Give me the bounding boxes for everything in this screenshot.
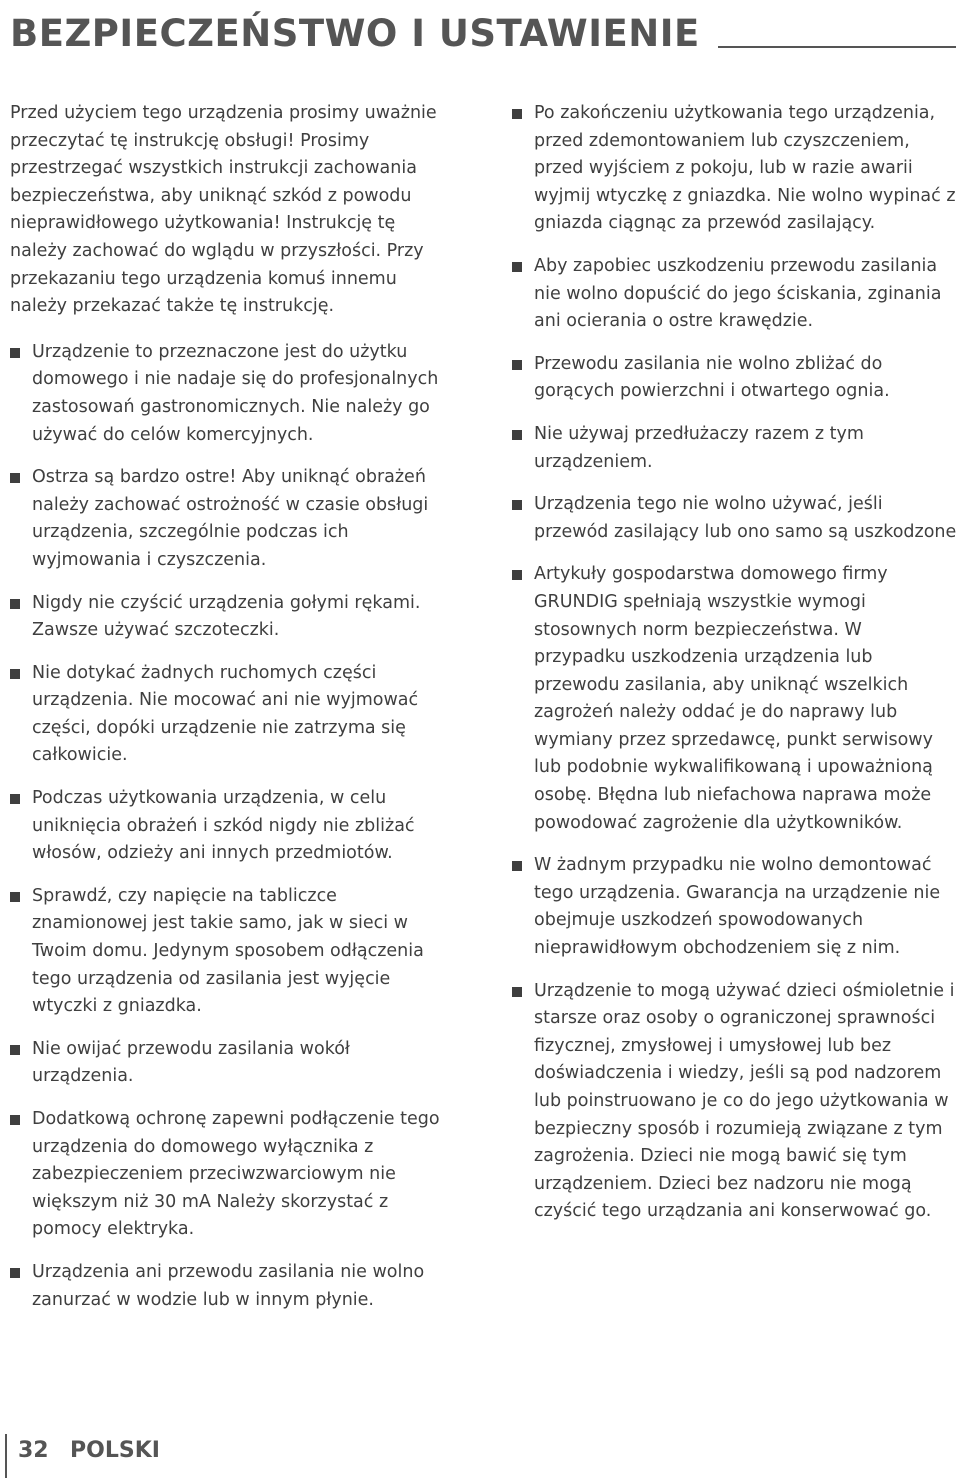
list-item-text: Nigdy nie czyścić urządzenia gołymi rękami. Zawsze używać szczoteczki. <box>32 592 421 641</box>
list-item-text: Urządzenia ani przewodu zasilania nie wolno zanurzać w wodzie lub w innym płynie. <box>32 1261 425 1310</box>
square-bullet-icon <box>512 109 522 119</box>
square-bullet-icon <box>10 473 20 483</box>
list-item-text: Ostrza są bardzo ostre! Aby uniknąć obrażeń należy zachować ostrożność w czasie obsługi urządzenia, szczególnie podczas ich wyjmowania i czyszczenia. <box>32 467 429 570</box>
list-item-text: Sprawdź, czy napięcie na tabliczce znamionowej jest takie samo, jak w sieci w Twoim domu. Jedynym sposobem odłączenia tego urządzenia od zasilania jest wyjęcie wtyczki z gniazdka. <box>32 885 424 1017</box>
square-bullet-icon <box>10 1115 20 1125</box>
page-number: 32 <box>18 1438 49 1463</box>
list-item <box>10 660 450 770</box>
list-item-text: Nie owijać przewodu zasilania wokół urządzenia. <box>32 1038 350 1087</box>
list-item <box>512 421 958 476</box>
list-item-text: Artykuły gospodarstwa domowego firmy GRUNDIG spełniają wszystkie wymogi stosownych norm bezpieczeństwa. W przypadku uszkodzenia urządzenia lub przewodu zasilania, aby uniknąć wszelkich zagrożeń należy oddać je do naprawy lub wymiany przez sprzedawcę, punkt serwisowy lub podobnie wykwalifikowaną i upoważnioną osobę. Błędna lub niefachowa naprawa może powodować zagrożenie dla użytkowników. <box>534 564 933 833</box>
square-bullet-icon <box>10 669 20 679</box>
list-item <box>512 561 958 837</box>
page-header <box>10 8 956 56</box>
list-item <box>10 590 450 645</box>
list-item <box>512 852 958 962</box>
right-column <box>512 100 958 1241</box>
list-item-text: Dodatkową ochronę zapewni podłączenie tego urządzenia do domowego wyłącznika z zabezpieczeniem przeciwzwarciowym nie większym niż 30 mA Należy skorzystać z pomocy elektryka. <box>32 1109 440 1240</box>
list-item <box>10 1259 450 1314</box>
list-item-text: W żadnym przypadku nie wolno demontować tego urządzenia. Gwarancja na urządzenie nie obejmuje uszkodzeń spowodowanych nieprawidłowym obchodzeniem się z nim. <box>534 855 941 959</box>
square-bullet-icon <box>10 599 20 609</box>
list-item-text: Po zakończeniu użytkowania tego urządzenia, przed zdemontowaniem lub czyszczeniem, przed wyjściem z pokoju, lub w razie awarii wyjmij wtyczkę z gniazdka. Nie wolno wypinać z gniazda ciągnąc za przewód zasilający. <box>534 103 956 234</box>
list-item <box>10 464 450 574</box>
list-item <box>10 785 450 868</box>
list-item <box>512 491 958 546</box>
square-bullet-icon <box>10 348 20 358</box>
square-bullet-icon <box>512 500 522 510</box>
square-bullet-icon <box>10 1268 20 1278</box>
list-item-text: Urządzenia tego nie wolno używać, jeśli przewód zasilający lub ono samo są uszkodzone <box>534 494 957 542</box>
list-item <box>512 351 958 406</box>
square-bullet-icon <box>512 987 522 997</box>
list-item <box>512 100 958 238</box>
square-bullet-icon <box>512 262 522 272</box>
square-bullet-icon <box>512 430 522 440</box>
list-item-text: Nie dotykać żadnych ruchomych części urządzenia. Nie mocować ani nie wyjmować części, dopóki urządzenie nie zatrzyma się całkowicie. <box>32 662 419 766</box>
list-item <box>512 253 958 336</box>
section-title: BEZPIECZEŃSTWO I USTAWIENIE <box>10 12 700 55</box>
list-item-text: Urządzenie to przeznaczone jest do użytku domowego i nie nadaje się do profesjonalnych zastosowań gastronomicznych. Nie należy go używać do celów komercyjnych. <box>32 341 439 445</box>
list-item <box>10 339 450 449</box>
square-bullet-icon <box>10 794 20 804</box>
page-footer <box>0 1428 300 1478</box>
square-bullet-icon <box>10 892 20 902</box>
list-item-text: Przewodu zasilania nie wolno zbliżać do gorących powierzchni i otwartego ognia. <box>534 353 890 402</box>
square-bullet-icon <box>10 1045 20 1055</box>
list-item-text: Podczas użytkowania urządzenia, w celu uniknięcia obrażeń i szkód nigdy nie zbliżać włosów, odzieży ani innych przedmiotów. <box>32 788 415 864</box>
list-item-text: Aby zapobiec uszkodzeniu przewodu zasilania nie wolno dopuścić do jego ściskania, zginania ani ocierania o ostre krawędzie. <box>534 255 942 332</box>
language-label: POLSKI <box>70 1438 160 1463</box>
header-rule <box>718 46 956 48</box>
intro-paragraph: Przed użyciem tego urządzenia prosimy uważnie przeczytać tę instrukcję obsługi! Prosimy przestrzegać wszystkich instrukcji zachowania bezpieczeństwa, aby uniknąć szkód z powodu nieprawidłowego użytkowania! Instrukcję tę należy zachować do wglądu w przyszłości. Przy przekazaniu tego urządzenia komuś innemu należy przekazać także tę instrukcję. <box>10 103 437 317</box>
square-bullet-icon <box>512 360 522 370</box>
list-item <box>512 978 958 1226</box>
footer-divider <box>5 1434 7 1478</box>
square-bullet-icon <box>512 861 522 871</box>
left-column <box>10 100 450 1329</box>
list-item-text: Nie używaj przedłużaczy razem z tym urządzeniem. <box>534 423 864 472</box>
list-item-text: Urządzenie to mogą używać dzieci ośmioletnie i starsze oraz osoby o ograniczonej sprawności fizycznej, zmysłowej i umysłowej lub bez doświadczenia i wiedzy, jeśli są pod nadzorem lub poinstruowano je co do jego użytkowania w bezpieczny sposób i rozumieją związane z tym zagrożenia. Dzieci nie mogą bawić się tym urządzeniem. Dzieci bez nadzoru nie mogą czyścić tego urządzania ani konserwować go. <box>534 980 955 1222</box>
square-bullet-icon <box>512 570 522 580</box>
list-item <box>10 1106 450 1244</box>
list-item <box>10 883 450 1021</box>
list-item <box>10 1036 450 1091</box>
